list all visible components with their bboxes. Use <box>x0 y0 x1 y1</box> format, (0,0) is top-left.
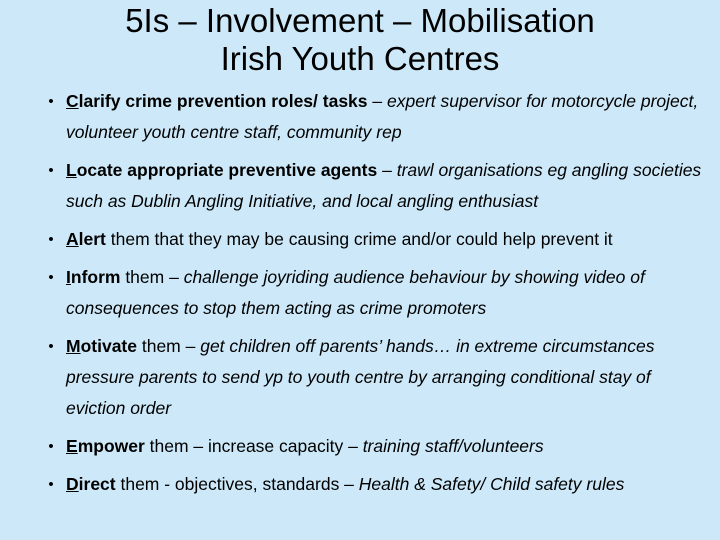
bullet-body: get children off parents’ hands… in extreme circumstances pressure parents to send yp to youth centre by arranging conditional stay of eviction order <box>66 336 655 418</box>
bullet-heading: Motivate <box>66 336 137 356</box>
bullet-icon: • <box>48 231 54 248</box>
bullet-icon: • <box>48 162 54 179</box>
bullet-initial: D <box>66 474 79 494</box>
bullet-body: Health & Safety/ Child safety rules <box>358 474 625 494</box>
bullet-alert <box>44 224 714 255</box>
bullet-plain: them that they may be causing crime and/or could help prevent it <box>105 229 613 249</box>
bullet-locate <box>44 155 714 217</box>
bullet-initial: I <box>66 267 71 287</box>
bullet-initial: L <box>66 160 77 180</box>
slide-title <box>0 2 720 78</box>
bullet-icon: • <box>48 476 54 493</box>
bullet-body: challenge joyriding audience behaviour by showing video of consequences to stop them acting as crime promoters <box>66 267 645 318</box>
bullet-heading: Empower <box>66 436 145 456</box>
bullet-initial: M <box>66 336 81 356</box>
bullet-inform <box>44 262 714 324</box>
bullet-icon: • <box>48 338 54 355</box>
bullet-icon: • <box>48 269 54 286</box>
bullet-list <box>44 86 714 507</box>
bullet-initial: C <box>66 91 79 111</box>
bullet-heading: Alert <box>66 229 106 249</box>
bullet-body: expert supervisor for motorcycle project, volunteer youth centre staff, community rep <box>66 91 699 142</box>
title-line-2: Irish Youth Centres <box>220 40 500 77</box>
bullet-separator: – <box>377 160 397 180</box>
bullet-heading: Clarify crime prevention roles/ tasks <box>66 91 368 111</box>
bullet-body: training staff/volunteers <box>362 436 544 456</box>
bullet-direct <box>44 469 714 500</box>
bullet-heading: Inform <box>66 267 121 287</box>
bullet-initial: E <box>66 436 78 456</box>
bullet-plain: them - objectives, standards – <box>115 474 359 494</box>
bullet-heading: Direct <box>66 474 116 494</box>
bullet-empower <box>44 431 714 462</box>
bullet-plain: them – <box>136 336 201 356</box>
bullet-icon: • <box>48 438 54 455</box>
bullet-initial: A <box>66 229 79 249</box>
bullet-clarify <box>44 86 714 148</box>
bullet-motivate <box>44 331 714 424</box>
bullet-separator: – <box>367 91 387 111</box>
bullet-plain: them – <box>120 267 184 287</box>
title-line-1: 5Is – Involvement – Mobilisation <box>125 2 595 39</box>
bullet-icon: • <box>48 93 54 110</box>
bullet-heading: Locate appropriate preventive agents <box>66 160 378 180</box>
bullet-body: trawl organisations eg angling societies such as Dublin Angling Initiative, and local angling enthusiast <box>66 160 702 211</box>
bullet-plain: them – increase capacity – <box>144 436 363 456</box>
